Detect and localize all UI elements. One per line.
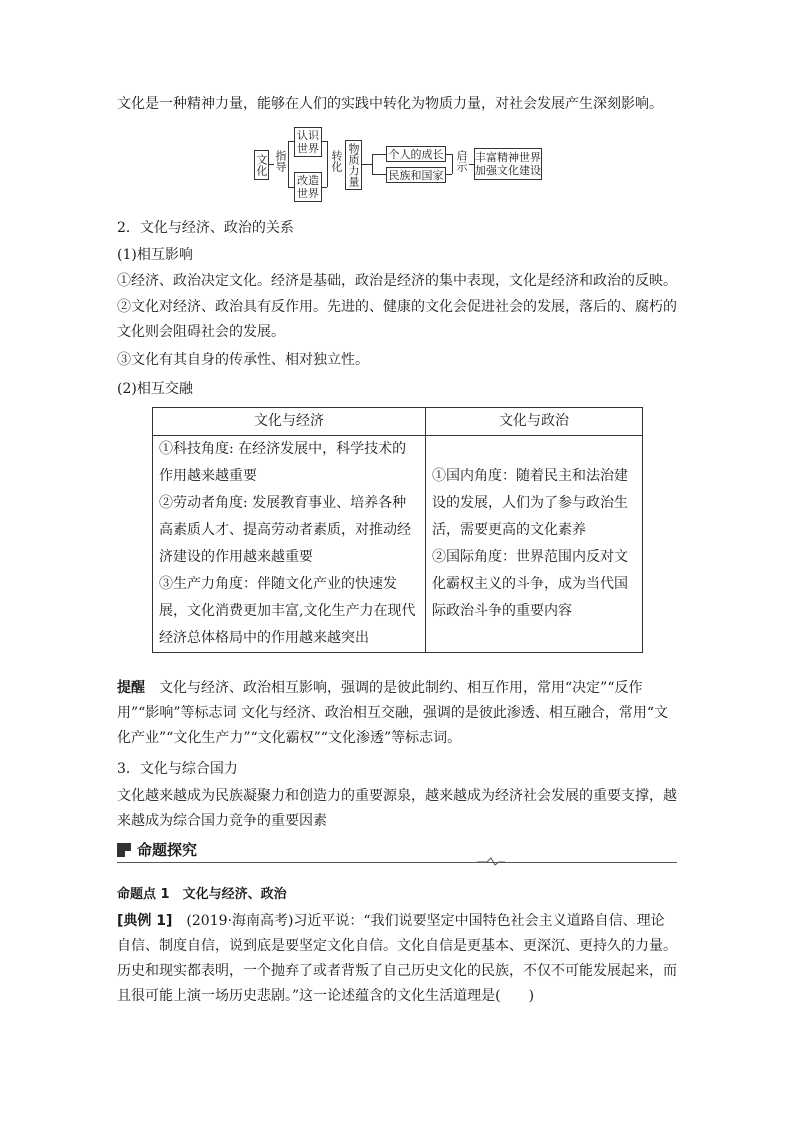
diagram-nation-box	[386, 167, 446, 183]
example-label: [典例 1]	[117, 913, 173, 929]
diagram-material-box	[345, 140, 362, 190]
diagram-result-box	[474, 148, 542, 180]
table-right-line-1: ①国内角度：随着民主和法治建设的发展，人们为了参与政治生活，需要更高的文化素养	[432, 468, 628, 538]
diagram-culture-box	[254, 150, 269, 180]
explore-title: 命题探究	[137, 841, 198, 859]
table-header-right: 文化与政治	[426, 408, 643, 436]
section2-sub2: (2)相互交融	[117, 381, 193, 397]
diagram-change-world-box	[294, 172, 322, 202]
explore-header	[117, 839, 677, 865]
reminder-label: 提醒	[117, 680, 145, 696]
table-right-line-2: ②国际角度：世界范围内反对文化霸权主义的斗争，成为当代国际政治斗争的重要内容	[432, 549, 628, 619]
diagram-personal-growth-box	[386, 146, 446, 162]
divider-notch-icon	[477, 856, 505, 866]
explore-point: 命题点 1 文化与经济、政治	[117, 887, 287, 902]
diagram-culture-label: 文化	[255, 154, 268, 176]
diagram-know-world-box	[294, 127, 322, 157]
section3-text: 文化越来越成为民族凝聚力和创造力的重要源泉，越来越成为经济社会发展的重要支撑，越来越成为综合国力竞争的重要因素	[117, 788, 677, 829]
diagram-result-2: 加强文化建设	[475, 164, 541, 177]
reminder-block	[117, 676, 677, 751]
diagram-result-1: 丰富精神世界	[475, 151, 541, 164]
section2-heading: 2．文化与经济、政治的关系	[117, 220, 294, 236]
table-cell-left	[153, 436, 426, 653]
table-header-row	[153, 408, 643, 436]
diagram-transform-label: 转化	[330, 150, 343, 172]
diagram-nation-label: 民族和国家	[388, 168, 444, 182]
diagram-change-world-label: 改造世界	[297, 174, 319, 200]
table-header-left: 文化与经济	[153, 408, 426, 436]
diagram-know-world-label: 认识世界	[297, 129, 319, 155]
section-square-icon	[117, 843, 131, 857]
diagram-guide-label: 指导	[274, 150, 287, 172]
diagram-personal-growth-label: 个人的成长	[388, 147, 444, 161]
section2-item1: ①经济、政治决定文化。经济是基础，政治是经济的集中表现，文化是经济和政治的反映。	[117, 273, 677, 289]
diagram-material-label: 物质力量	[347, 143, 360, 187]
intro-text: 文化是一种精神力量，能够在人们的实践中转化为物质力量，对社会发展产生深刻影响。	[117, 96, 663, 112]
section2-item2: ②文化对经济、政治具有反作用。先进的、健康的文化会促进社会的发展，落后的、腐朽的文化则会阻碍社会的发展。	[117, 299, 677, 340]
reminder-text: 文化与经济、政治相互影响，强调的是彼此制约、相互作用，常用“决定”“反作用”“影响”等标志词 文化与经济、政治相互交融，强调的是彼此渗透、相互融合，常用“文化产业”“文化生产力”“文化霸权”“文化渗透”等标志词。	[117, 680, 669, 746]
section3-heading: 3．文化与综合国力	[117, 761, 238, 777]
table-row	[153, 436, 643, 653]
example-block	[117, 909, 677, 1009]
table-left-line-2: ②劳动者角度: 发展教育事业、培养各种高素质人才、提高劳动者素质，对推动经济建设的作用越来越重要	[159, 495, 411, 565]
example-text: (2019·海南高考)习近平说：“我们说要坚定中国特色社会主义道路自信、理论自信、制度自信，说到底是要坚定文化自信。文化自信是更基本、更深沉、更持久的力量。历史和现实都表明，一个抛弃了或者背叛了自己历史文化的民族，不仅不可能发展起来，而且很可能上演一场历史悲剧。”这一论述蕴含的文化生活道理是( )	[117, 913, 677, 1004]
diagram-inspire-label: 启示	[455, 150, 468, 172]
section2-sub1: (1)相互影响	[117, 247, 193, 263]
table-left-line-3: ③生产力角度：伴随文化产业的快速发展，文化消费更加丰富,文化生产力在现代经济总体格局中的作用越来越突出	[159, 576, 416, 646]
section2-item3: ③文化有其自身的传承性、相对独立性。	[117, 352, 369, 368]
explore-divider	[117, 862, 677, 863]
culture-relation-table	[152, 407, 643, 653]
table-cell-right	[426, 436, 643, 653]
table-left-line-1: ①科技角度: 在经济发展中，科学技术的作用越来越重要	[159, 441, 407, 484]
